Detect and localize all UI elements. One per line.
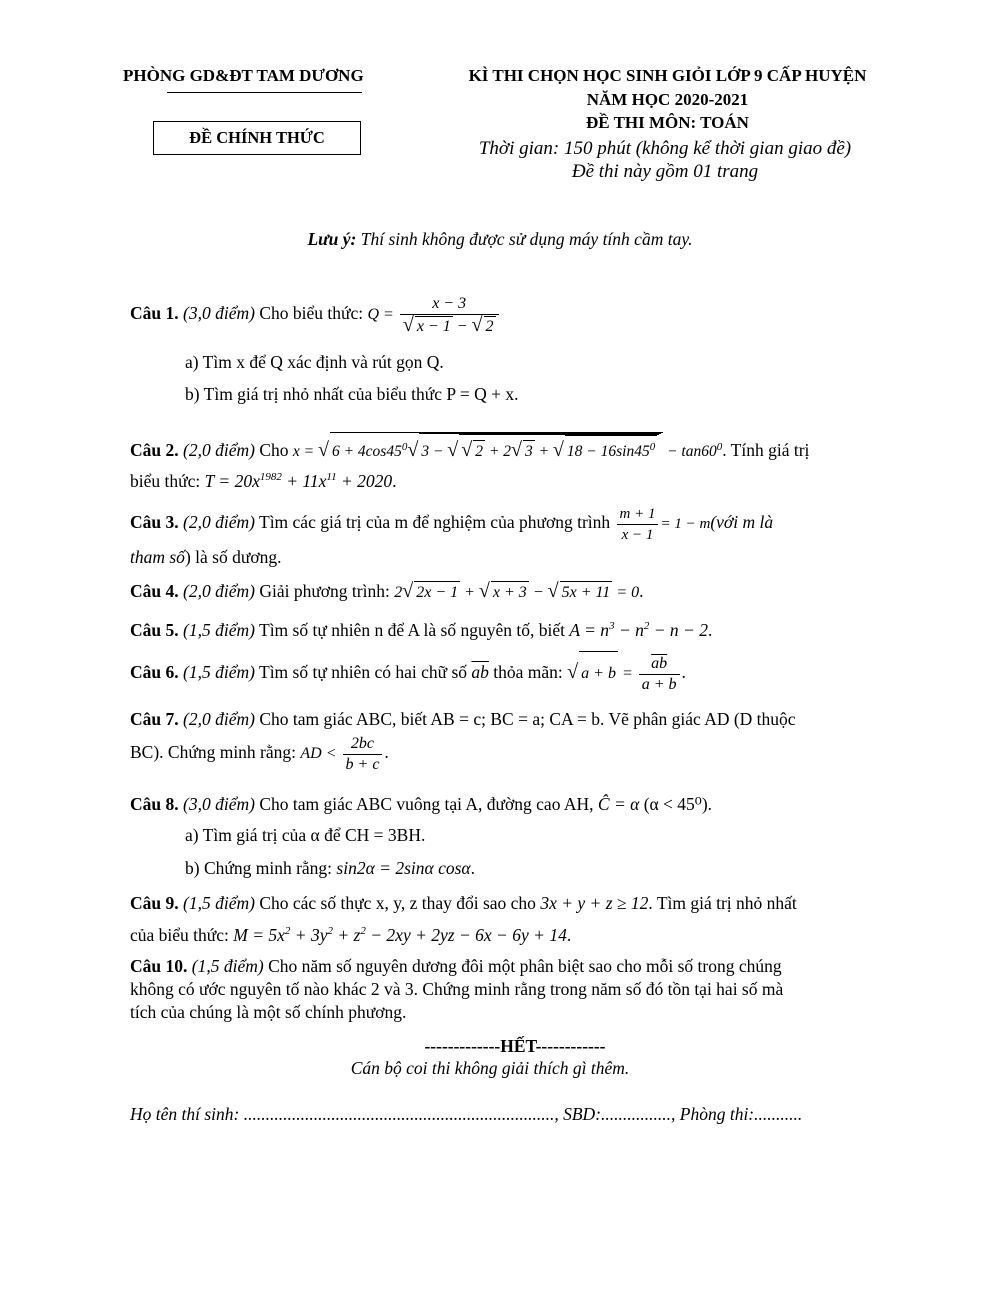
- q5-text: Tìm số tự nhiên n để A là số nguyên tố, biết: [259, 619, 565, 640]
- note-label: Lưu ý:: [307, 229, 357, 249]
- q3-line2-italic: tham số: [130, 547, 185, 567]
- office-underline: [167, 92, 362, 93]
- question-10-line-2: không có ước nguyên tố nào khác 2 và 3. Chứng minh rằng trong năm số đó tồn tại hai số mà: [130, 979, 784, 999]
- q7-line2: BC). Chứng minh rằng:: [130, 742, 297, 762]
- q2-expression-T: $T = 20x^{1982} + 11x^{11} + 2020$: [204, 470, 393, 491]
- note-text: Thí sinh không được sử dụng máy tính cầm tay.: [360, 229, 693, 249]
- question-4: Câu 4. (2,0 điểm) Giải phương trình: 2√ 2x − 1 + √ x + 3 − √ 5x + 11 = 0.: [130, 580, 644, 602]
- q1-points: (3,0 điểm): [183, 303, 255, 323]
- q8-points: (3,0 điểm): [183, 794, 255, 814]
- exam-title: KÌ THI CHỌN HỌC SINH GIỎI LỚP 9 CẤP HUYỆN: [468, 66, 867, 85]
- q7-text: Cho tam giác ABC, biết AB = c; BC = a; CA = b. Vẽ phân giác AD (D thuộc: [259, 709, 796, 729]
- q4-label: Câu 4.: [130, 581, 179, 601]
- q9-constraint: 3x + y + z ≥ 12: [540, 893, 649, 913]
- question-1: [130, 292, 892, 342]
- question-2: [130, 432, 892, 463]
- q5-points: (1,5 điểm): [183, 619, 255, 640]
- q9-label: Câu 9.: [130, 893, 179, 913]
- q8-part-b-text: b) Chứng minh rằng:: [185, 858, 333, 878]
- end-marker: -------------HẾT------------: [424, 1036, 606, 1056]
- q2-points: (2,0 điểm): [183, 440, 255, 461]
- question-9: [130, 892, 892, 914]
- q3-label: Câu 3.: [130, 512, 179, 532]
- question-7: [130, 708, 892, 730]
- q3-tail: (với m là: [710, 512, 774, 532]
- q10-label: Câu 10.: [130, 956, 188, 976]
- q8-identity: sin2α = 2sinα cosα: [336, 858, 471, 878]
- time-limit: Thời gian: 150 phút (không kể thời gian giao đề): [478, 138, 852, 159]
- question-5: Câu 5. (1,5 điểm) Tìm số tự nhiên n để A là số nguyên tố, biết $A = n^3 - n^2 - n - 2$.: [130, 619, 713, 640]
- q2-tail: . Tính giá trị: [722, 440, 810, 461]
- q1-part-b: b) Tìm giá trị nhỏ nhất của biểu thức P = Q + x.: [185, 384, 519, 404]
- official-label-box: ĐỀ CHÍNH THỨC: [153, 121, 361, 155]
- candidate-info-line: Họ tên thí sinh: ......................................................................., SBD:................, Phòng thi:...........: [130, 1104, 803, 1124]
- q3-points: (2,0 điểm): [183, 512, 255, 532]
- q9-expression-M: $M = 5x^2 + 3y^2 + z^2 - 2xy + 2yz - 6x - 6y + 14$: [233, 924, 567, 945]
- q6-text2: thỏa mãn:: [493, 662, 563, 682]
- office-name: PHÒNG GD&ĐT TAM DƯƠNG: [123, 66, 364, 85]
- page-count: Đề thi này gồm 01 trang: [571, 161, 759, 182]
- q1-part-a: a) Tìm x để Q xác định và rút gọn Q.: [185, 352, 444, 372]
- question-9-line-2: của biểu thức: $M = 5x^2 + 3y^2 + z^2 - 2xy + 2yz - 6x - 6y + 14$.: [130, 924, 572, 945]
- question-6: Câu 6. (1,5 điểm) Tìm số tự nhiên có hai chữ số $\overline{ab}$ thỏa mãn: √ a + b = $\frac{\overline{ab}}{a + b}$ .: [130, 650, 892, 698]
- q7-inequality: AD < $\frac{2bc}{b + c}$: [300, 745, 384, 762]
- q10-line1: Cho năm số nguyên dương đôi một phân biệt sao cho mỗi số trong chúng: [268, 956, 782, 976]
- q2-label: Câu 2.: [130, 440, 179, 461]
- school-year: NĂM HỌC 2020-2021: [586, 90, 749, 109]
- q6-points: (1,5 điểm): [183, 662, 255, 682]
- q9-line2: của biểu thức:: [130, 924, 229, 945]
- q2-formula: x = √ $6 + 4\cos 45^0√$ 3 − √ √ 2 + 2√ 3 + √ $18 - 16\sin 45^0 - \tan 60^0$: [293, 443, 722, 460]
- q9-text: Cho các số thực x, y, z thay đổi sao cho: [259, 893, 536, 913]
- q5-expression: $A = n^3 - n^2 - n - 2$: [569, 619, 708, 640]
- proctor-note: Cán bộ coi thi không giải thích gì thêm.: [350, 1058, 630, 1078]
- question-7-line-2: BC). Chứng minh rằng: AD < $\frac{2bc}{b + c}$ .: [130, 734, 389, 773]
- q2-text: Cho: [259, 440, 289, 461]
- q3-equation: $\frac{m + 1}{x - 1}$ = 1 − m: [615, 516, 711, 532]
- note: [0, 229, 1000, 250]
- q8-part-a: a) Tìm giá trị của α để CH = 3BH.: [185, 825, 426, 845]
- q4-text: Giải phương trình:: [259, 581, 390, 601]
- q2-line2: biểu thức:: [130, 470, 201, 491]
- q4-equation: 2√ 2x − 1 + √ x + 3 − √ 5x + 11 = 0: [394, 580, 640, 602]
- q6-ab: $\overline{ab}$: [471, 662, 489, 682]
- q3-line2-rest: ) là số dương.: [184, 547, 282, 567]
- question-8: [130, 793, 892, 815]
- q8-part-b: b) Chứng minh rằng: sin2α = 2sinα cosα.: [185, 858, 475, 878]
- question-3: [130, 502, 892, 546]
- q1-text: Cho biểu thức:: [259, 303, 364, 323]
- question-2-line-2: biểu thức: $T = 20x^{1982} + 11x^{11} + 2020$.: [130, 470, 397, 491]
- q7-points: (2,0 điểm): [183, 709, 255, 729]
- q5-label: Câu 5.: [130, 619, 179, 640]
- q8-angle: Ĉ = α: [597, 794, 640, 814]
- q3-text: Tìm các giá trị của m để nghiệm của phương trình: [259, 512, 611, 532]
- q6-condition: √ a + b = $\frac{\overline{ab}}{a + b}$: [567, 665, 681, 682]
- subject: ĐỀ THI MÔN: TOÁN: [586, 113, 749, 132]
- question-10: [130, 955, 892, 977]
- q10-points: (1,5 điểm): [191, 956, 264, 976]
- q7-label: Câu 7.: [130, 709, 179, 729]
- q4-points: (2,0 điểm): [183, 581, 255, 601]
- q6-text: Tìm số tự nhiên có hai chữ số: [259, 662, 468, 682]
- question-10-line-3: tích của chúng là một số chính phương.: [130, 1002, 407, 1022]
- q1-label: Câu 1.: [130, 303, 179, 323]
- q9-tail: . Tìm giá trị nhỏ nhất: [648, 893, 797, 913]
- q8-text: Cho tam giác ABC vuông tại A, đường cao AH,: [259, 794, 594, 814]
- q8-tail: (α < 45⁰).: [643, 794, 713, 814]
- q1-formula: Q = $\frac{x - 3}{√ x - 1 - √ 2}$: [367, 306, 500, 323]
- q8-label: Câu 8.: [130, 794, 179, 814]
- q9-points: (1,5 điểm): [183, 893, 255, 913]
- q6-label: Câu 6.: [130, 662, 179, 682]
- question-3-line-2: [130, 546, 892, 568]
